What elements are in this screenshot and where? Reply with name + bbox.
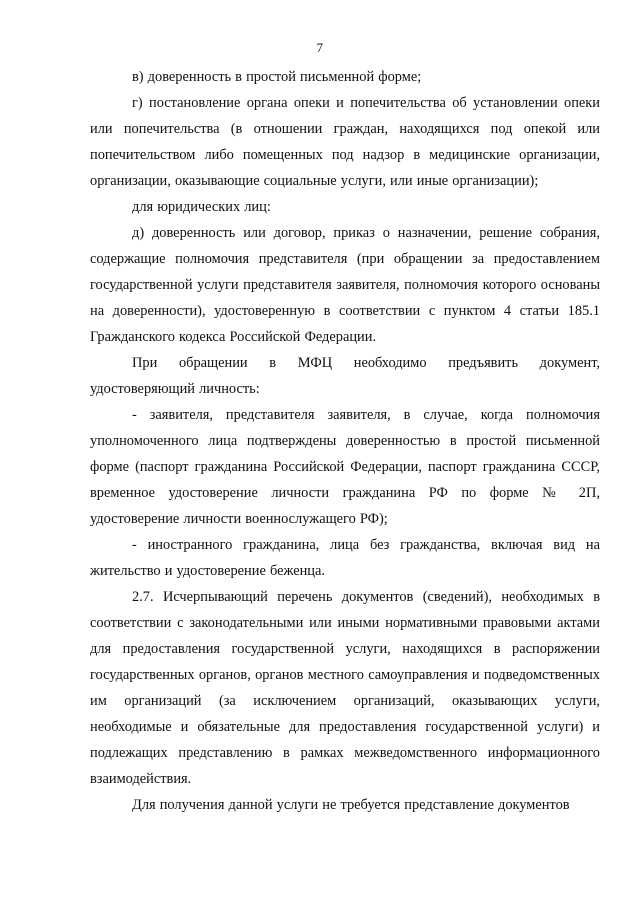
paragraph-no-documents-required: Для получения данной услуги не требуется представление документов	[132, 797, 570, 813]
document-body	[90, 64, 600, 818]
paragraph-legal-entities-heading: для юридических лиц:	[132, 199, 271, 215]
paragraph-foreign-citizen-docs: - иностранного гражданина, лица без гражданства, включая вид на жительство и удостоверение беженца.	[90, 537, 600, 579]
paragraph-mfc-identity-intro: При обращении в МФЦ необходимо предъявить документ, удостоверяющий личность:	[90, 355, 600, 397]
paragraph-power-of-attorney-simple: в) доверенность в простой письменной форме;	[132, 69, 422, 85]
paragraph-guardianship-resolution: г) постановление органа опеки и попечительства об установлении опеки или попечительства (в отношении граждан, находящихся под опекой или попечительством либо помещенных под надзор в медицинские организации, организации, оказывающие социальные услуги, или иные организации);	[90, 95, 600, 189]
paragraph-applicant-identity-docs: - заявителя, представителя заявителя, в случае, когда полномочия уполномоченного лица подтверждены доверенностью в простой письменной форме (паспорт гражданина Российской Федерации, паспорт гражданина СССР, временное удостоверение личности гражданина РФ по форме № 2П, удостоверение личности военнослужащего РФ);	[90, 407, 600, 527]
paragraph-section-2-7: 2.7. Исчерпывающий перечень документов (сведений), необходимых в соответствии с законодательными или иными нормативными правовыми актами для предоставления государственной услуги, находящихся в распоряжении государственных органов, органов местного самоуправления и подведомственных им организаций (за исключением организаций, оказывающих услуги, необходимые и обязательные для предоставления государственной услуги) и подлежащих представлению в рамках межведомственного информационного взаимодействия.	[90, 589, 600, 787]
page-number: 7	[316, 40, 324, 55]
paragraph-legal-entity-authority: д) доверенность или договор, приказ о назначении, решение собрания, содержащие полномочия представителя (при обращении за предоставлением государственной услуги представителя заявителя, полномочия которого основаны на доверенности), удостоверенную в соответствии с пунктом 4 статьи 185.1 Гражданского кодекса Российской Федерации.	[90, 225, 600, 345]
